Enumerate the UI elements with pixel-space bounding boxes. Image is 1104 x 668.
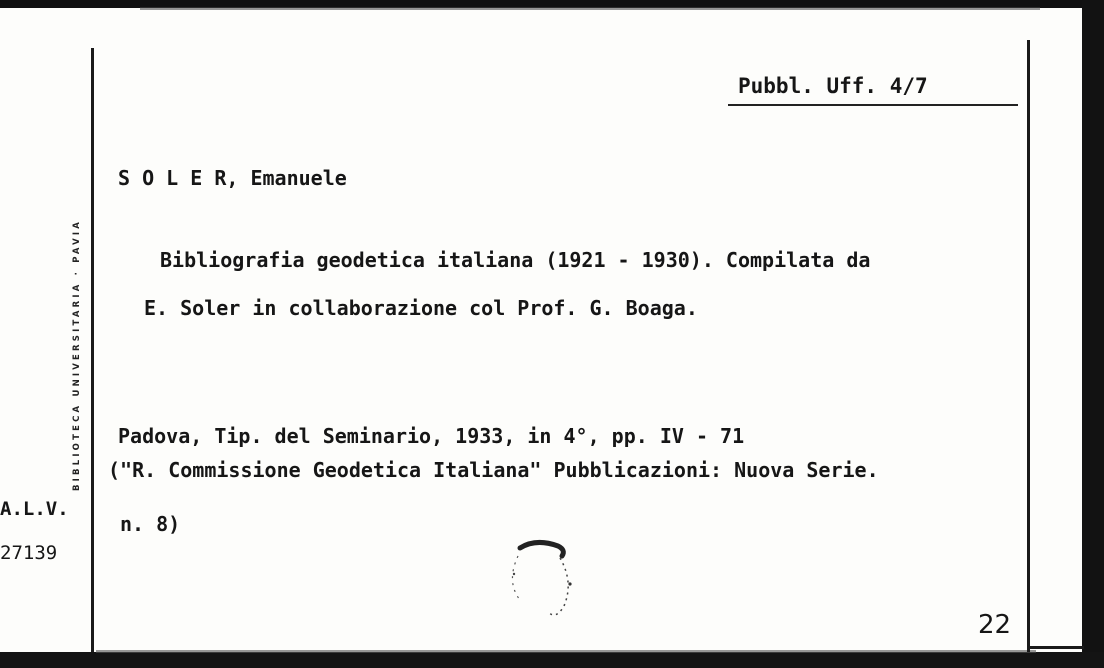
right-margin-rule bbox=[1027, 40, 1030, 652]
card-top-shadow bbox=[140, 7, 1040, 10]
series-line: ("R. Commissione Geodetica Italiana" Pubblicazioni: Nuova Serie. bbox=[108, 458, 879, 482]
page-number: 22 bbox=[978, 610, 1012, 640]
imprint-line-1: Padova, Tip. del Seminario, 1933, in 4°, pp. IV - 71 bbox=[118, 424, 745, 448]
ink-blot-mark bbox=[498, 534, 588, 624]
card-right-edge bbox=[1082, 0, 1104, 668]
title-line-2: E. Soler in collaborazione col Prof. G. Boaga. bbox=[144, 296, 698, 320]
reference-code: Pubbl. Uff. 4/7 bbox=[738, 74, 928, 98]
library-stamp: BIBLIOTECA UNIVERSITARIA · PAVIA bbox=[72, 218, 82, 492]
card-bottom-edge bbox=[0, 652, 1104, 668]
bottom-right-rule bbox=[1030, 646, 1084, 649]
shelfmark: A.L.V. bbox=[0, 498, 69, 520]
title-line-1: Bibliografia geodetica italiana (1921 - 1930). Compilata da bbox=[160, 248, 871, 272]
inventory-number: 27139 bbox=[0, 542, 58, 564]
author-heading: S O L E R, Emanuele bbox=[118, 166, 347, 190]
reference-underline bbox=[728, 104, 1018, 106]
left-margin-rule bbox=[91, 48, 94, 652]
card-bottom-shadow bbox=[96, 650, 1036, 653]
series-number: n. 8) bbox=[120, 512, 181, 536]
